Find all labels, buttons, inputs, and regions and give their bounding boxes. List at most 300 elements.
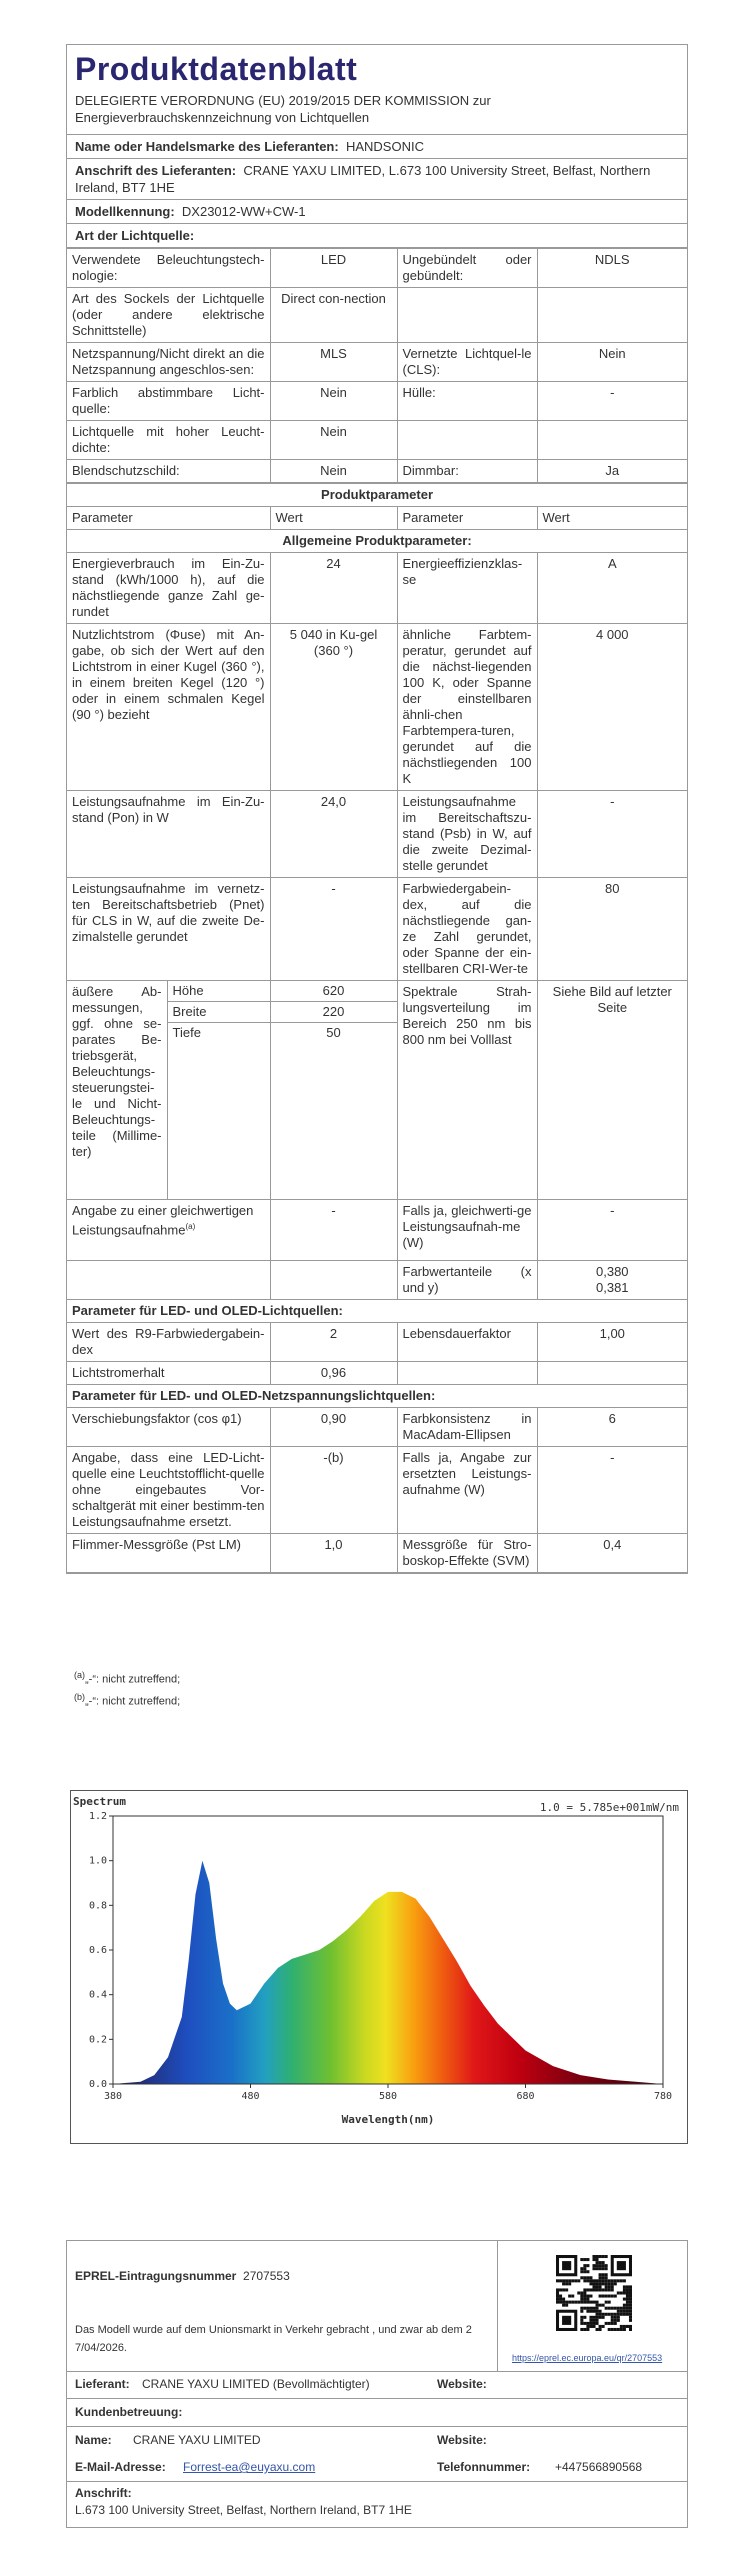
mains-param-label: Flimmer-Messgröße (Pst LM): [67, 1534, 270, 1573]
qr-module: [605, 2288, 608, 2291]
qr-module: [623, 2307, 626, 2310]
x-axis-label: Wavelength(nm): [341, 2113, 435, 2126]
qr-module: [583, 2307, 586, 2310]
type-row: [67, 343, 687, 382]
service-contact-row: [67, 2454, 687, 2482]
empty-cell: [67, 1261, 270, 1300]
qr-module: [589, 2325, 592, 2328]
qr-module: [617, 2279, 620, 2282]
qr-module: [608, 2295, 611, 2298]
qr-module: [596, 2261, 599, 2264]
qr-module: [580, 2295, 583, 2298]
led-param-label-2: [397, 1362, 537, 1385]
chart-title: Spectrum: [73, 1795, 126, 1808]
general-row: [67, 624, 687, 791]
qr-module: [580, 2322, 583, 2325]
general-value: -: [270, 878, 397, 981]
qr-module: [599, 2285, 602, 2288]
dimensions-cell: [67, 981, 270, 1200]
qr-module: [596, 2313, 599, 2316]
type-value: Direct con-nection: [270, 288, 397, 343]
y-tick-label: 1.2: [88, 1811, 107, 1822]
qr-module: [580, 2307, 583, 2310]
qr-module: [596, 2279, 599, 2282]
qr-module: [596, 2328, 599, 2331]
qr-module: [596, 2304, 599, 2307]
mains-param-label-2: Falls ja, Angabe zur ersetzten Leistungs-aufnahme (W): [397, 1447, 537, 1534]
qr-code-icon: [556, 2255, 632, 2331]
qr-module: [605, 2285, 608, 2288]
footnote-mark: (a): [74, 1670, 85, 1680]
phone-number: +447566890568: [555, 2460, 643, 2474]
qr-link[interactable]: https://eprel.ec.europa.eu/qr/2707553: [512, 2353, 663, 2363]
type-value-2: -: [537, 382, 687, 421]
qr-module: [583, 2288, 586, 2291]
qr-module: [599, 2282, 602, 2285]
footnote-a: [74, 1670, 180, 1686]
supplier-name-label: Name oder Handelsmarke des Lieferanten:: [75, 139, 339, 154]
qr-module: [626, 2291, 629, 2294]
eprel-supplier-row: [67, 2371, 687, 2399]
qr-module: [583, 2291, 586, 2294]
qr-module: [586, 2325, 589, 2328]
address-label: Anschrift:: [75, 2486, 132, 2500]
general-value-2: 80: [537, 878, 687, 981]
supplier-name-row: [67, 135, 687, 159]
qr-module: [623, 2285, 626, 2288]
qr-module: [599, 2273, 602, 2276]
qr-module: [599, 2325, 602, 2328]
qr-module: [562, 2261, 571, 2270]
type-value: LED: [270, 249, 397, 288]
email-label: E-Mail-Adresse:: [75, 2460, 166, 2474]
qr-module: [583, 2276, 586, 2279]
type-row: [67, 288, 687, 343]
light-source-type-table: [67, 248, 687, 483]
dimensions-subtable: [67, 981, 270, 1199]
qr-module: [599, 2316, 602, 2319]
qr-module: [602, 2261, 605, 2264]
qr-module: [583, 2258, 586, 2261]
qr-module: [586, 2310, 589, 2313]
qr-module: [620, 2310, 623, 2313]
qr-module: [614, 2328, 617, 2331]
qr-module: [617, 2319, 620, 2322]
height-value: 620: [271, 981, 397, 1002]
qr-module: [577, 2291, 580, 2294]
qr-module: [611, 2316, 614, 2319]
phone-label: Telefonnummer:: [437, 2460, 531, 2474]
qr-module: [620, 2307, 623, 2310]
qr-module: [599, 2267, 602, 2270]
qr-module: [562, 2301, 565, 2304]
x-tick-labels: [104, 2091, 672, 2102]
qr-module: [586, 2301, 589, 2304]
equivalent-power-sup: (a): [185, 1222, 196, 1231]
qr-module: [629, 2307, 632, 2310]
qr-module: [589, 2319, 592, 2322]
service-website-label: Website:: [437, 2433, 487, 2447]
general-param-label: Nutzlichtstrom (Φuse) mit An-gabe, ob sich der Wert auf den Lichtstrom in einer Kugel (360 °), in einem breiten Kegel (120 °) oder in einem schmalen Kegel (90 °) bezieht: [67, 624, 270, 791]
width-label: Breite: [167, 1002, 270, 1023]
eprel-reg-label: EPREL-Eintragungsnummer: [75, 2269, 237, 2283]
qr-module: [599, 2328, 602, 2331]
qr-module: [592, 2288, 595, 2291]
type-param-label-2: Dimmbar:: [397, 460, 537, 483]
general-param-label: Leistungsaufnahme im Ein-Zu-stand (Pon) in W: [67, 791, 270, 878]
qr-module: [602, 2273, 605, 2276]
qr-module: [556, 2279, 559, 2282]
qr-module: [602, 2295, 605, 2298]
qr-module: [614, 2307, 617, 2310]
qr-module: [596, 2310, 599, 2313]
qr-module: [565, 2304, 568, 2307]
empty-cell: [270, 1261, 397, 1300]
qr-module: [592, 2307, 595, 2310]
qr-module: [608, 2322, 611, 2325]
qr-module: [608, 2282, 611, 2285]
qr-module: [629, 2319, 632, 2322]
mains-value-2: -: [537, 1447, 687, 1534]
x-tick-label: 580: [378, 2091, 398, 2102]
qr-module: [602, 2264, 605, 2267]
qr-module: [617, 2261, 626, 2270]
qr-module: [602, 2279, 605, 2282]
general-row: [67, 878, 687, 981]
data-sheet: [66, 44, 688, 1574]
qr-module: [629, 2295, 632, 2298]
qr-module: [592, 2285, 595, 2288]
qr-module: [626, 2304, 629, 2307]
qr-module: [626, 2310, 629, 2313]
mains-value: -(b): [270, 1447, 397, 1534]
type-row: [67, 460, 687, 483]
x-tick-label: 380: [103, 2091, 123, 2102]
qr-module: [559, 2279, 562, 2282]
qr-module: [583, 2298, 586, 2301]
general-value: 5 040 in Ku-gel (360 °): [270, 624, 397, 791]
qr-module: [626, 2307, 629, 2310]
qr-module: [592, 2279, 595, 2282]
qr-module: [623, 2288, 626, 2291]
qr-module: [605, 2255, 608, 2258]
type-value-2: [537, 421, 687, 460]
col-header-param-2: Parameter: [397, 507, 537, 530]
qr-module: [617, 2316, 620, 2319]
y-tick-label: 0.6: [88, 1945, 107, 1956]
qr-module: [583, 2264, 586, 2267]
qr-module: [626, 2298, 629, 2301]
qr-module: [623, 2298, 626, 2301]
type-param-label-2: Ungebündelt oder gebündelt:: [397, 249, 537, 288]
footnote-text: „-“: nicht zutreffend;: [85, 1673, 181, 1686]
qr-module: [599, 2295, 602, 2298]
qr-module: [589, 2288, 592, 2291]
spectral-distribution-value: Siehe Bild auf letzter Seite: [537, 981, 687, 1200]
equivalent-power-label: [67, 1200, 270, 1261]
light-source-type-heading: Art der Lichtquelle:: [67, 224, 687, 248]
qr-module: [611, 2282, 614, 2285]
led-param-label: Lichtstromerhalt: [67, 1362, 270, 1385]
depth-value: 50: [326, 1025, 341, 1040]
equivalent-power-text: Angabe zu einer gleichwertigen Leistungsaufnahme: [72, 1203, 254, 1238]
qr-module: [580, 2319, 583, 2322]
y-tick-label: 0.8: [88, 1900, 107, 1912]
mains-param-label: Verschiebungsfaktor (cos φ1): [67, 1408, 270, 1447]
qr-module: [602, 2255, 605, 2258]
general-param-label-2: Energieeffizienzklas-se: [397, 553, 537, 624]
qr-module: [592, 2258, 595, 2261]
general-param-label-2: ähnliche Farbtem-peratur, gerundet auf die nächst-liegenden 100 K, oder Spanne der einstellbaren ähnli-chen Farbtempera-turen, gerundet auf die nächstliegenden 100 K: [397, 624, 537, 791]
qr-module: [580, 2298, 583, 2301]
address-value: L.673 100 University Street, Belfast, Northern Ireland, BT7 1HE: [75, 2503, 412, 2517]
qr-module: [586, 2288, 589, 2291]
qr-module: [592, 2316, 595, 2319]
general-param-label-2: Farbwiedergabein-dex, auf die nächstliegende gan-ze Zahl gerundet, oder Spanne der ein-stellbaren CRI-Wer-te: [397, 878, 537, 981]
x-tick-label: 780: [653, 2091, 673, 2102]
qr-module: [580, 2270, 583, 2273]
col-header-value-2: Wert: [537, 507, 687, 530]
qr-module: [608, 2313, 611, 2316]
general-row: [67, 553, 687, 624]
type-value-2: Ja: [537, 460, 687, 483]
qr-module: [617, 2328, 620, 2331]
type-param-label: Art des Sockels der Lichtquelle (oder andere elektrische Schnittstelle): [67, 288, 270, 343]
qr-module: [577, 2279, 580, 2282]
qr-module: [596, 2316, 599, 2319]
qr-cell: [497, 2241, 688, 2371]
qr-module: [592, 2267, 595, 2270]
qr-module: [583, 2322, 586, 2325]
eprel-supplier-label: Lieferant:: [75, 2377, 130, 2391]
type-param-label: Blendschutzschild:: [67, 460, 270, 483]
qr-module: [608, 2285, 611, 2288]
qr-module: [599, 2279, 602, 2282]
mains-param-label-2: Messgröße für Stro-boskop-Effekte (SVM): [397, 1534, 537, 1573]
footnote-mark: (b): [74, 1692, 85, 1702]
qr-module: [568, 2301, 571, 2304]
type-param-label-2: [397, 421, 537, 460]
width-value: 220: [271, 1002, 397, 1023]
chromaticity-x: 0,380: [596, 1264, 629, 1279]
qr-module: [571, 2301, 574, 2304]
eprel-supplier: CRANE YAXU LIMITED (Bevollmächtigter): [142, 2377, 370, 2391]
supplier-address-label: Anschrift des Lieferanten:: [75, 163, 237, 178]
qr-module: [592, 2310, 595, 2313]
qr-module: [562, 2304, 565, 2307]
led-value-2: [537, 1362, 687, 1385]
qr-module: [629, 2288, 632, 2291]
mains-row: [67, 1447, 687, 1534]
qr-module: [592, 2325, 595, 2328]
qr-module: [611, 2295, 614, 2298]
qr-module: [623, 2313, 626, 2316]
qr-module: [614, 2316, 617, 2319]
qr-module: [586, 2295, 589, 2298]
model-id: DX23012-WW+CW-1: [181, 204, 306, 219]
qr-module: [605, 2313, 608, 2316]
general-value-2: A: [537, 553, 687, 624]
qr-module: [629, 2291, 632, 2294]
mains-value-2: 6: [537, 1408, 687, 1447]
qr-module: [620, 2291, 623, 2294]
led-param-label-2: Lebensdauerfaktor: [397, 1323, 537, 1362]
qr-module: [592, 2282, 595, 2285]
qr-module: [589, 2282, 592, 2285]
eprel-reg-row: [75, 2269, 290, 2283]
mains-value: 0,90: [270, 1408, 397, 1447]
led-row: [67, 1362, 687, 1385]
qr-module: [556, 2291, 559, 2294]
qr-module: [614, 2295, 617, 2298]
dimensions-values-cell: [270, 981, 397, 1200]
qr-module: [608, 2328, 611, 2331]
qr-module: [623, 2291, 626, 2294]
qr-module: [596, 2322, 599, 2325]
type-row: [67, 421, 687, 460]
qr-module: [617, 2307, 620, 2310]
qr-module: [599, 2310, 602, 2313]
qr-module: [556, 2301, 559, 2304]
qr-module: [602, 2316, 605, 2319]
address-row: [67, 2482, 687, 2520]
qr-module: [626, 2301, 629, 2304]
qr-module: [629, 2316, 632, 2319]
qr-module: [611, 2328, 614, 2331]
type-param-label: Farblich abstimmbare Licht-quelle:: [67, 382, 270, 421]
qr-module: [602, 2282, 605, 2285]
qr-module: [556, 2298, 559, 2301]
qr-module: [580, 2267, 583, 2270]
qr-module: [602, 2304, 605, 2307]
qr-module: [605, 2282, 608, 2285]
qr-module: [605, 2279, 608, 2282]
qr-module: [623, 2310, 626, 2313]
mains-row: [67, 1534, 687, 1573]
x-tick-label: 680: [516, 2091, 535, 2102]
general-param-label: Leistungsaufnahme im vernetz-ten Bereitschaftsbetrieb (Pnet) für CLS in W, auf die zweite De-zimalstelle gerundet: [67, 878, 270, 981]
qr-module: [626, 2325, 629, 2328]
service-name: CRANE YAXU LIMITED: [133, 2433, 261, 2447]
qr-module: [611, 2288, 614, 2291]
spectral-distribution-label: Spektrale Strah-lungsverteilung im Bereich 250 nm bis 800 nm bei Volllast: [397, 981, 537, 1200]
supplier-address-row: [67, 159, 687, 200]
general-row: [67, 791, 687, 878]
footnote-text: „-“: nicht zutreffend;: [85, 1695, 181, 1708]
qr-module: [596, 2255, 599, 2258]
qr-module: [556, 2288, 559, 2291]
qr-module: [623, 2279, 626, 2282]
qr-module: [620, 2328, 623, 2331]
qr-module: [629, 2325, 632, 2328]
qr-module: [565, 2279, 568, 2282]
led-value-2: 1,00: [537, 1323, 687, 1362]
qr-module: [611, 2285, 614, 2288]
general-value: 24: [270, 553, 397, 624]
qr-module: [629, 2310, 632, 2313]
email-link[interactable]: Forrest-ea@euyaxu.com: [183, 2460, 316, 2474]
qr-module: [608, 2301, 611, 2304]
qr-module: [589, 2279, 592, 2282]
general-param-label-2: Leistungsaufnahme im Bereitschaftszu-stand (Psb) in W, auf die zweite Dezimal-stelle gerundet: [397, 791, 537, 878]
model-row: [67, 200, 687, 224]
qr-module: [623, 2304, 626, 2307]
qr-module: [571, 2279, 574, 2282]
qr-module: [586, 2276, 589, 2279]
qr-module: [596, 2285, 599, 2288]
qr-module: [586, 2322, 589, 2325]
qr-module: [623, 2325, 626, 2328]
eprel-reg-number: 2707553: [243, 2269, 290, 2283]
qr-module: [599, 2313, 602, 2316]
qr-module: [577, 2301, 580, 2304]
customer-service-row: [67, 2399, 687, 2427]
qr-module: [611, 2319, 614, 2322]
type-param-label-2: Hülle:: [397, 382, 537, 421]
qr-module: [580, 2258, 583, 2261]
qr-module: [629, 2304, 632, 2307]
type-value: MLS: [270, 343, 397, 382]
chromaticity-label: Farbwertanteile (x und y): [397, 1261, 537, 1300]
qr-module: [602, 2325, 605, 2328]
type-param-label-2: [397, 288, 537, 343]
qr-module: [629, 2285, 632, 2288]
equivalent-power-w-value: -: [537, 1200, 687, 1261]
qr-module: [626, 2288, 629, 2291]
product-params-heading: Produktparameter: [67, 484, 687, 507]
qr-module: [586, 2270, 589, 2273]
qr-module: [617, 2310, 620, 2313]
qr-module: [623, 2328, 626, 2331]
supplier-name: HANDSONIC: [345, 139, 424, 154]
general-value: 24,0: [270, 791, 397, 878]
qr-module: [592, 2322, 595, 2325]
y-tick-label: 0.4: [88, 1989, 107, 2001]
qr-module: [605, 2307, 608, 2310]
general-value-2: 4 000: [537, 624, 687, 791]
qr-module: [583, 2267, 586, 2270]
type-param-label: Netzspannung/Nicht direkt an die Netzspannung angeschlos-sen:: [67, 343, 270, 382]
qr-module: [596, 2264, 599, 2267]
qr-module: [580, 2276, 583, 2279]
service-name-row: [67, 2427, 687, 2454]
qr-module: [605, 2322, 608, 2325]
x-tick-label: 480: [241, 2091, 260, 2102]
qr-module: [586, 2298, 589, 2301]
type-value: Nein: [270, 460, 397, 483]
type-row: [67, 249, 687, 288]
qr-module: [626, 2295, 629, 2298]
qr-module: [608, 2307, 611, 2310]
product-parameters-table: [67, 483, 687, 1573]
led-value: 0,96: [270, 1362, 397, 1385]
led-param-label: Wert des R9-Farbwiedergabein-dex: [67, 1323, 270, 1362]
qr-module: [556, 2295, 559, 2298]
mains-param-label: Angabe, dass eine LED-Licht-quelle eine Leuchtstofflicht-quelle ohne eingebautes Vor-schaltgerät mit einer bestimm-ten Leistungsaufnahme ersetzt.: [67, 1447, 270, 1534]
qr-module: [583, 2279, 586, 2282]
qr-module: [559, 2288, 562, 2291]
qr-module: [589, 2301, 592, 2304]
mains-value-2: 0,4: [537, 1534, 687, 1573]
qr-module: [599, 2304, 602, 2307]
qr-module: [599, 2276, 602, 2279]
qr-module: [605, 2276, 608, 2279]
qr-module: [605, 2295, 608, 2298]
qr-module: [614, 2279, 617, 2282]
type-value: Nein: [270, 421, 397, 460]
spectrum-svg: [71, 1791, 687, 2143]
type-row: [67, 382, 687, 421]
